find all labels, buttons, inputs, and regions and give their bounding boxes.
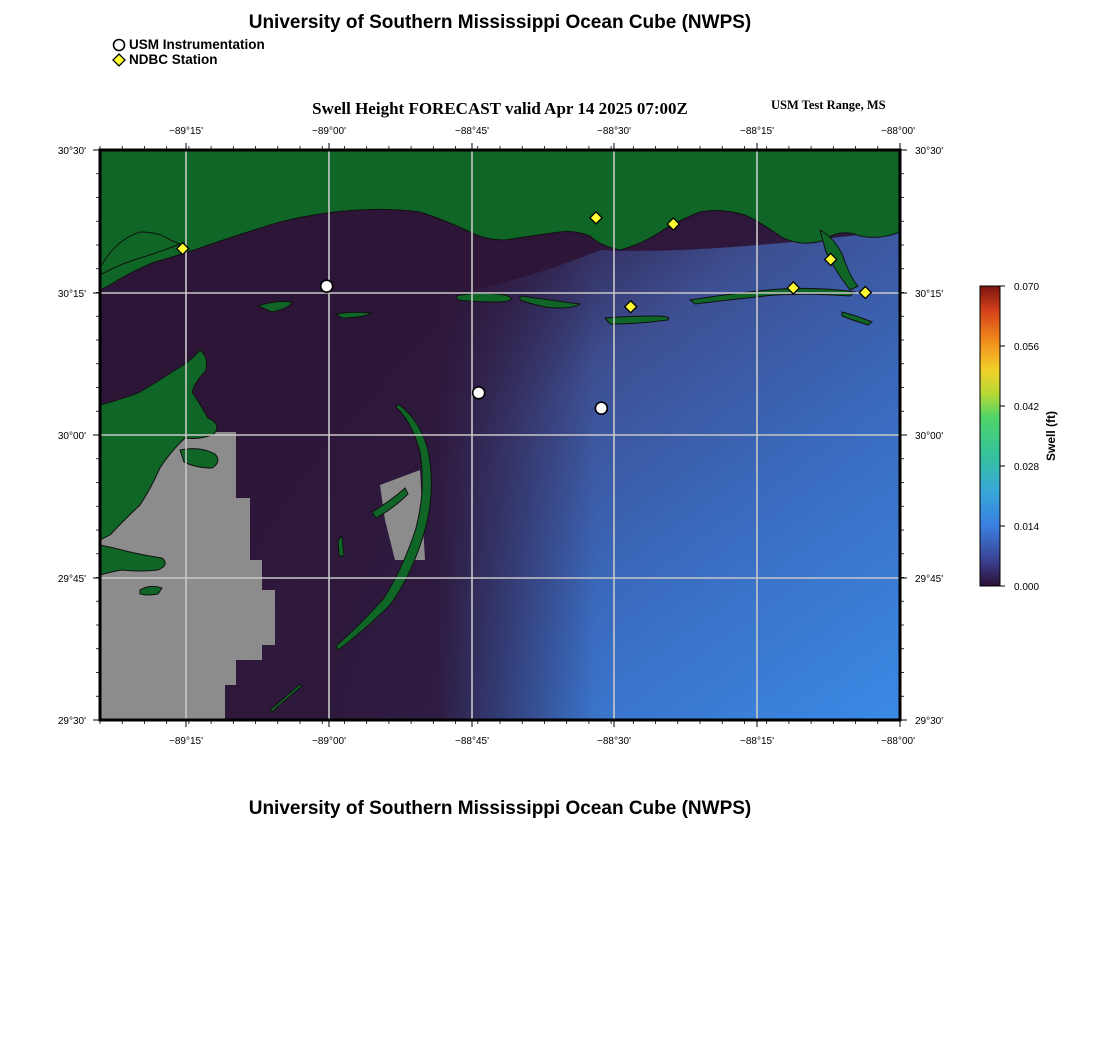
region-label: USM Test Range, MS (771, 98, 886, 112)
colorbar-ramp (980, 286, 1000, 586)
lon-label-bottom: −89°15' (169, 736, 203, 747)
usm-instrument-marker (321, 280, 333, 292)
lat-label-right: 30°30' (915, 146, 944, 157)
lat-label-right: 29°30' (915, 716, 944, 727)
lat-label-right: 30°00' (915, 431, 944, 442)
colorbar-tick-label: 0.000 (1014, 582, 1040, 593)
colorbar-tick-label: 0.070 (1014, 282, 1040, 293)
ship-island (456, 293, 511, 302)
colorbar-tick-label: 0.014 (1014, 522, 1040, 533)
lon-label-top: −89°00' (312, 126, 346, 137)
lon-label-bottom: −88°15' (740, 736, 774, 747)
footer-title: University of Southern Mississippi Ocean Cube (NWPS) (248, 798, 752, 819)
page-title: University of Southern Mississippi Ocean Cube (NWPS) (248, 12, 752, 33)
lon-label-top: −88°30' (597, 126, 631, 137)
legend-usm-label: USM Instrumentation (129, 37, 265, 52)
swell-colorbar (960, 270, 1080, 600)
lon-label-bottom: −88°00' (881, 736, 915, 747)
lat-label-left: 30°15' (57, 289, 86, 300)
legend-ndbc-label: NDBC Station (129, 52, 218, 67)
lat-label-left: 29°45' (57, 574, 86, 585)
lon-label-top: −88°00' (881, 126, 915, 137)
lon-label-top: −88°45' (455, 126, 489, 137)
lon-label-top: −88°15' (740, 126, 774, 137)
usm-instrument-marker (473, 387, 485, 399)
usm-instrument-marker (595, 402, 607, 414)
colorbar-label: Swell (ft) (1044, 411, 1058, 461)
lat-label-left: 29°30' (57, 716, 86, 727)
map-title: Swell Height FORECAST valid Apr 14 2025 07:00Z (312, 99, 688, 118)
lon-label-top: −89°15' (169, 126, 203, 137)
lat-label-left: 30°00' (57, 431, 86, 442)
lon-label-bottom: −89°00' (312, 736, 346, 747)
colorbar-tick-label: 0.028 (1014, 462, 1040, 473)
lat-label-left: 30°30' (57, 146, 86, 157)
colorbar-tick-label: 0.042 (1014, 402, 1040, 413)
colorbar-tick-label: 0.056 (1014, 342, 1040, 353)
lon-label-bottom: −88°30' (597, 736, 631, 747)
lon-label-bottom: −88°45' (455, 736, 489, 747)
lat-label-right: 29°45' (915, 574, 944, 585)
lat-label-right: 30°15' (915, 289, 944, 300)
